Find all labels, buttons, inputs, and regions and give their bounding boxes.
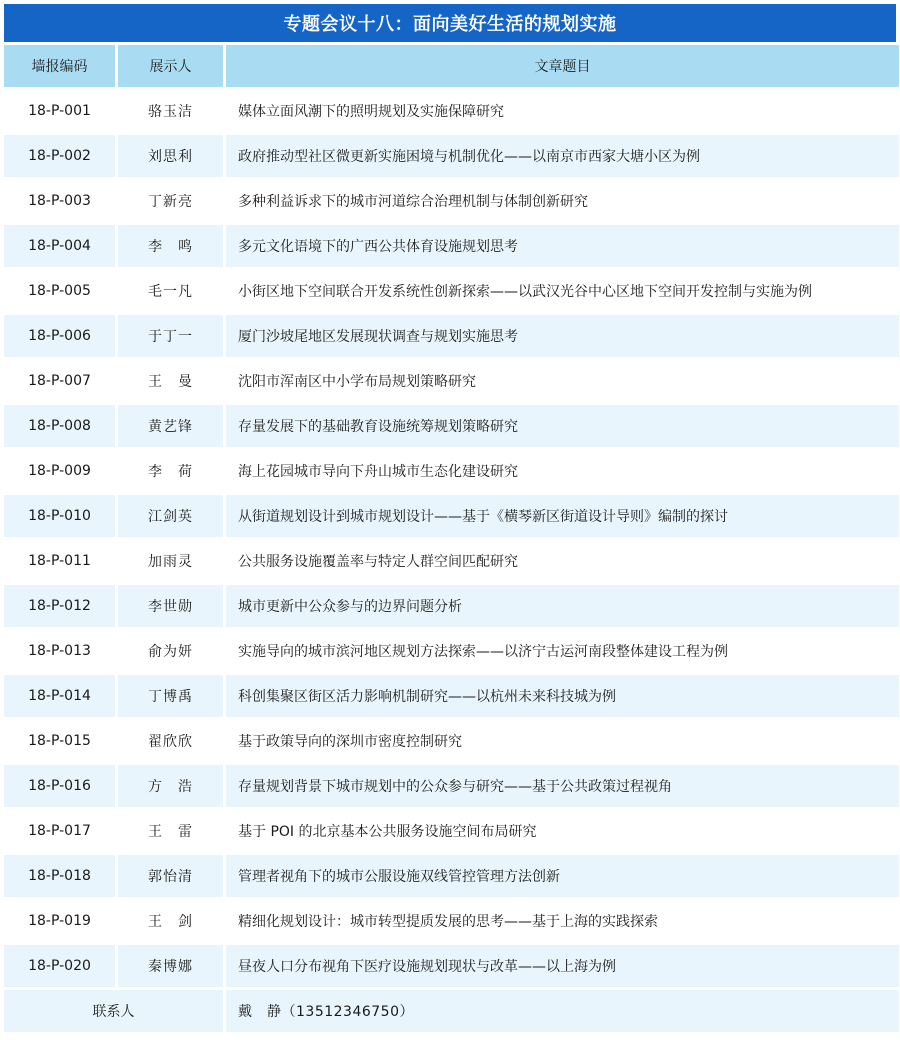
table-row	[4, 135, 896, 177]
contact-value: 戴 静（13512346750）	[226, 990, 899, 1032]
article-title: 多种利益诉求下的城市河道综合治理机制与体制创新研究	[226, 180, 899, 222]
presenter-name: 俞为妍	[118, 630, 223, 672]
presenter-name: 李世勋	[118, 585, 223, 627]
presenter-name: 李 荷	[118, 450, 223, 492]
article-title: 精细化规划设计：城市转型提质发展的思考——基于上海的实践探索	[226, 900, 899, 942]
article-title: 基于 POI 的北京基本公共服务设施空间布局研究	[226, 810, 899, 852]
poster-code: 18-P-009	[4, 450, 115, 492]
table-row	[4, 855, 896, 897]
table-row	[4, 765, 896, 807]
article-title: 媒体立面风潮下的照明规划及实施保障研究	[226, 90, 899, 132]
article-title: 昼夜人口分布视角下医疗设施规划现状与改革——以上海为例	[226, 945, 899, 987]
presenter-name: 王 剑	[118, 900, 223, 942]
poster-code: 18-P-012	[4, 585, 115, 627]
presenter-name: 王 雷	[118, 810, 223, 852]
poster-code: 18-P-015	[4, 720, 115, 762]
poster-code: 18-P-016	[4, 765, 115, 807]
table-row	[4, 495, 896, 537]
presenter-name: 李 鸣	[118, 225, 223, 267]
poster-code: 18-P-008	[4, 405, 115, 447]
table-row	[4, 720, 896, 762]
poster-code: 18-P-011	[4, 540, 115, 582]
poster-code: 18-P-019	[4, 900, 115, 942]
poster-code: 18-P-014	[4, 675, 115, 717]
article-title: 海上花园城市导向下舟山城市生态化建设研究	[226, 450, 899, 492]
table-row	[4, 360, 896, 402]
article-title: 管理者视角下的城市公服设施双线管控管理方法创新	[226, 855, 899, 897]
presenter-name: 王 曼	[118, 360, 223, 402]
presenter-name: 江剑英	[118, 495, 223, 537]
presenter-name: 于丁一	[118, 315, 223, 357]
presenter-name: 骆玉洁	[118, 90, 223, 132]
article-title: 城市更新中公众参与的边界问题分析	[226, 585, 899, 627]
poster-code: 18-P-006	[4, 315, 115, 357]
article-title: 科创集聚区街区活力影响机制研究——以杭州未来科技城为例	[226, 675, 899, 717]
presenter-name: 加雨灵	[118, 540, 223, 582]
article-title: 公共服务设施覆盖率与特定人群空间匹配研究	[226, 540, 899, 582]
poster-code: 18-P-017	[4, 810, 115, 852]
header-presenter: 展示人	[118, 45, 223, 87]
presenter-name: 丁新亮	[118, 180, 223, 222]
article-title: 多元文化语境下的广西公共体育设施规划思考	[226, 225, 899, 267]
article-title: 存量规划背景下城市规划中的公众参与研究——基于公共政策过程视角	[226, 765, 899, 807]
presenter-name: 翟欣欣	[118, 720, 223, 762]
table-row	[4, 90, 896, 132]
poster-code: 18-P-005	[4, 270, 115, 312]
poster-code: 18-P-001	[4, 90, 115, 132]
poster-code: 18-P-002	[4, 135, 115, 177]
poster-code: 18-P-013	[4, 630, 115, 672]
presenter-name: 毛一凡	[118, 270, 223, 312]
article-title: 厦门沙坡尾地区发展现状调查与规划实施思考	[226, 315, 899, 357]
article-title: 存量发展下的基础教育设施统筹规划策略研究	[226, 405, 899, 447]
table-row	[4, 540, 896, 582]
presenter-name: 秦博娜	[118, 945, 223, 987]
article-title: 基于政策导向的深圳市密度控制研究	[226, 720, 899, 762]
poster-code: 18-P-018	[4, 855, 115, 897]
poster-code: 18-P-007	[4, 360, 115, 402]
table-row	[4, 945, 896, 987]
article-title: 沈阳市浑南区中小学布局规划策略研究	[226, 360, 899, 402]
table-row	[4, 225, 896, 267]
table-row	[4, 270, 896, 312]
header-code: 墙报编码	[4, 45, 115, 87]
table-row	[4, 405, 896, 447]
article-title: 实施导向的城市滨河地区规划方法探索——以济宁古运河南段整体建设工程为例	[226, 630, 899, 672]
table-row	[4, 675, 896, 717]
table-row	[4, 810, 896, 852]
header-article: 文章题目	[226, 45, 899, 87]
table-row	[4, 180, 896, 222]
poster-code: 18-P-020	[4, 945, 115, 987]
session-title: 专题会议十八：面向美好生活的规划实施	[4, 4, 896, 42]
presenter-name: 郭怡清	[118, 855, 223, 897]
presenter-name: 丁博禹	[118, 675, 223, 717]
contact-label: 联系人	[4, 990, 223, 1032]
poster-code: 18-P-010	[4, 495, 115, 537]
article-title: 从街道规划设计到城市规划设计——基于《横琴新区街道设计导则》编制的探讨	[226, 495, 899, 537]
table-row	[4, 630, 896, 672]
table-row	[4, 585, 896, 627]
presenter-name: 刘思利	[118, 135, 223, 177]
article-title: 政府推动型社区微更新实施困境与机制优化——以南京市西家大塘小区为例	[226, 135, 899, 177]
presenter-name: 黄艺锋	[118, 405, 223, 447]
poster-code: 18-P-003	[4, 180, 115, 222]
table-row	[4, 450, 896, 492]
article-title: 小街区地下空间联合开发系统性创新探索——以武汉光谷中心区地下空间开发控制与实施为例	[226, 270, 899, 312]
table-row	[4, 315, 896, 357]
poster-code: 18-P-004	[4, 225, 115, 267]
contact-row	[4, 990, 896, 1032]
table-header	[4, 45, 896, 87]
table-body	[4, 90, 896, 987]
presenter-name: 方 浩	[118, 765, 223, 807]
table-row	[4, 900, 896, 942]
